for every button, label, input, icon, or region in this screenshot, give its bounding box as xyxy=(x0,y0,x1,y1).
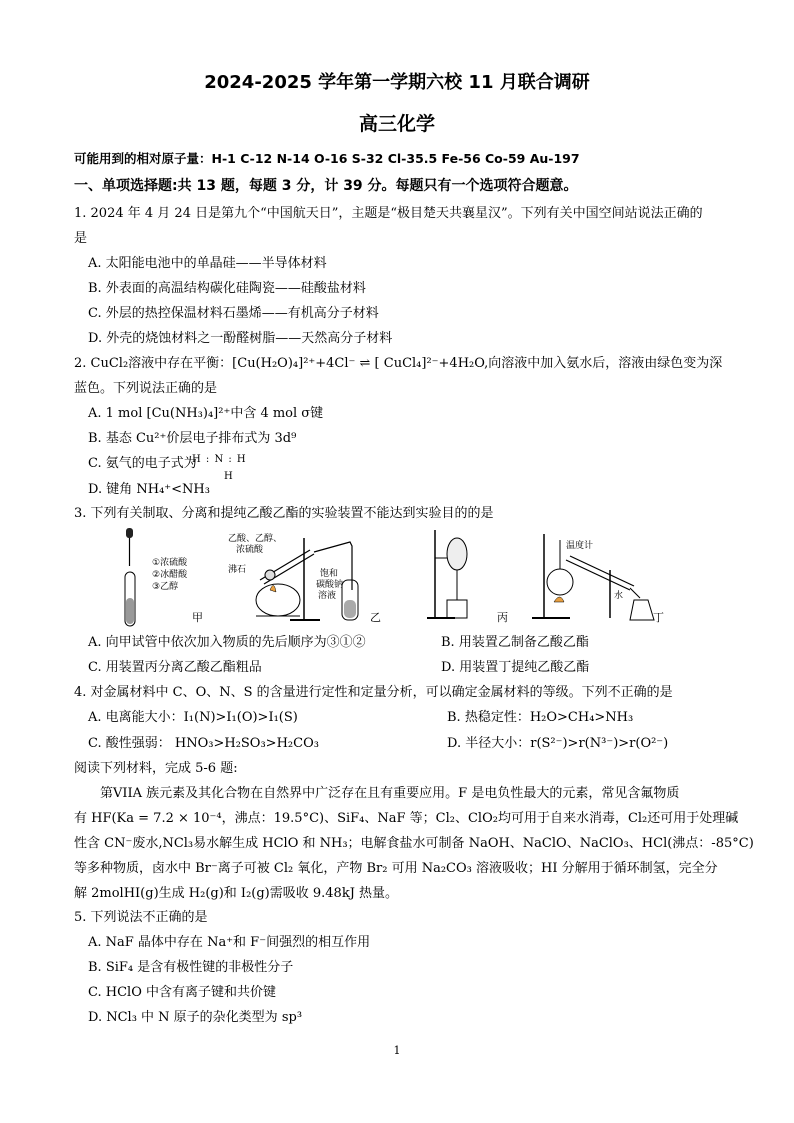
yi-reagent-line2: 浓硫酸 xyxy=(236,545,264,555)
yi-solution-line3: 溶液 xyxy=(318,591,337,601)
material-line2: 有 HF(Ka = 7.2 × 10⁻⁴，沸点：19.5°C)、SiF₄、NaF 等；Cl₂、ClO₂均可用于自来水消毒，Cl₂还可用于处理碱 xyxy=(74,811,739,826)
q3-stem: 3. 下列有关制取、分离和提纯乙酸乙酯的实验装置不能达到实验目的的是 xyxy=(74,506,494,521)
q4-option-b: B. 热稳定性：H₂O>CH₄>NH₃ xyxy=(447,710,634,725)
q1-option-b: B. 外表面的高温结构碳化硅陶瓷——硅酸盐材料 xyxy=(88,281,366,296)
jia-reagent-1: ①浓硫酸 xyxy=(152,558,188,568)
q2-stem-line2: 蓝色。下列说法正确的是 xyxy=(74,381,218,396)
apparatus-bing xyxy=(425,528,485,623)
q3-option-b: B. 用装置乙制备乙酸乙酯 xyxy=(441,635,589,650)
subject-title: 高三化学 xyxy=(358,113,435,135)
q4-option-d: D. 半径大小：r(S²⁻)>r(N³⁻)>r(O²⁻) xyxy=(447,736,669,751)
material-line5: 解 2molHI(g)生成 H₂(g)和 I₂(g)需吸收 9.48kJ 热量。 xyxy=(74,886,399,901)
exam-title: 2024-2025 学年第一学期六校 11 月联合调研 xyxy=(204,72,590,93)
q2-option-a: A. 1 mol [Cu(NH₃)₄]²⁺中含 4 mol σ键 xyxy=(88,406,324,421)
ding-thermometer: 温度计 xyxy=(566,541,594,551)
q2-option-c: C. 氨气的电子式为 xyxy=(88,456,197,471)
ding-water: 水 xyxy=(614,591,624,601)
material-line1: 第VIIA 族元素及其化合物在自然界中广泛存在且有重要应用。F 是电负性最大的元素，常见含氟物质 xyxy=(100,786,680,801)
apparatus-ding xyxy=(530,530,660,625)
q2-option-d: D. 键角 NH₄⁺<NH₃ xyxy=(88,482,210,497)
yi-solution-line2: 碳酸钠 xyxy=(316,580,344,590)
q3-option-c: C. 用装置丙分离乙酸乙酯粗品 xyxy=(88,660,262,675)
yi-reagent-line1: 乙酸、乙醇、 xyxy=(228,534,283,544)
section1-heading: 一、单项选择题:共 13 题，每题 3 分，计 39 分。每题只有一个选项符合题意。 xyxy=(74,178,578,194)
q1-option-c: C. 外层的热控保温材料石墨烯——有机高分子材料 xyxy=(88,306,379,321)
q5-option-c: C. HClO 中含有离子键和共价键 xyxy=(88,985,276,1000)
q5-option-b: B. SiF₄ 是含有极性键的非极性分子 xyxy=(88,960,294,975)
material-intro: 阅读下列材料，完成 5-6 题: xyxy=(74,761,238,776)
page-number: 1 xyxy=(393,1044,401,1057)
q3-option-a: A. 向甲试管中依次加入物质的先后顺序为③①② xyxy=(88,635,366,650)
q2-option-b: B. 基态 Cu²⁺价层电子排布式为 3d⁹ xyxy=(88,431,297,446)
q5-stem: 5. 下列说法不正确的是 xyxy=(74,910,208,925)
q5-option-a: A. NaF 晶体中存在 Na⁺和 F⁻间强烈的相互作用 xyxy=(88,935,371,950)
q3-option-d: D. 用装置丁提纯乙酸乙酯 xyxy=(441,660,590,675)
material-line4: 等多种物质，卤水中 Br⁻离子可被 Cl₂ 氧化，产物 Br₂ 可用 Na₂CO₃ 溶液吸收；HI 分解用于循环制氢，完全分 xyxy=(74,861,718,876)
q5-option-d: D. NCl₃ 中 N 原子的杂化类型为 sp³ xyxy=(88,1010,303,1025)
q4-option-a: A. 电离能大小：I₁(N)>I₁(O)>I₁(S) xyxy=(88,710,298,725)
jia-reagent-3: ③乙醇 xyxy=(152,582,179,592)
q2-stem-line1: 2. CuCl₂溶液中存在平衡：[Cu(H₂O)₄]²⁺+4Cl⁻ ⇌ [ CuCl₄]²⁻+4H₂O,向溶液中加入氨水后，溶液由绿色变为深 xyxy=(74,356,723,371)
q1-stem-line2: 是 xyxy=(74,231,88,246)
jia-label: 甲 xyxy=(192,611,203,624)
yi-label: 乙 xyxy=(370,611,381,624)
ding-label: 丁 xyxy=(653,611,664,624)
q4-stem: 4. 对金属材料中 C、O、N、S 的含量进行定性和定量分析，可以确定金属材料的等级。下列不正确的是 xyxy=(74,685,673,700)
q1-option-d: D. 外壳的烧蚀材料之一酚醛树脂——天然高分子材料 xyxy=(88,331,393,346)
q4-option-c: C. 酸性强弱： HNO₃>H₂SO₃>H₂CO₃ xyxy=(88,736,319,751)
ammonia-electron-formula-h: H xyxy=(224,471,233,482)
q1-stem-line1: 1. 2024 年 4 月 24 日是第九个“中国航天日”，主题是“极目楚天共襄星汉”。下列有关中国空间站说法正确的 xyxy=(74,206,703,221)
q1-option-a: A. 太阳能电池中的单晶硅——半导体材料 xyxy=(88,256,327,271)
yi-solution-line1: 饱和 xyxy=(320,569,339,579)
bing-label: 丙 xyxy=(497,611,508,624)
jia-reagent-2: ②冰醋酸 xyxy=(152,570,188,580)
atomic-mass-line: 可能用到的相对原子量：H-1 C-12 N-14 O-16 S-32 Cl-35.5 Fe-56 Co-59 Au-197 xyxy=(74,151,580,166)
ammonia-electron-formula: H : N : H xyxy=(192,454,247,465)
material-line3: 性含 CN⁻废水,NCl₃易水解生成 HClO 和 NH₃；电解食盐水可制备 NaOH、NaClO、NaClO₃、HCl(沸点：-85°C) xyxy=(74,836,754,851)
yi-boiling-stone: 沸石 xyxy=(228,565,247,575)
